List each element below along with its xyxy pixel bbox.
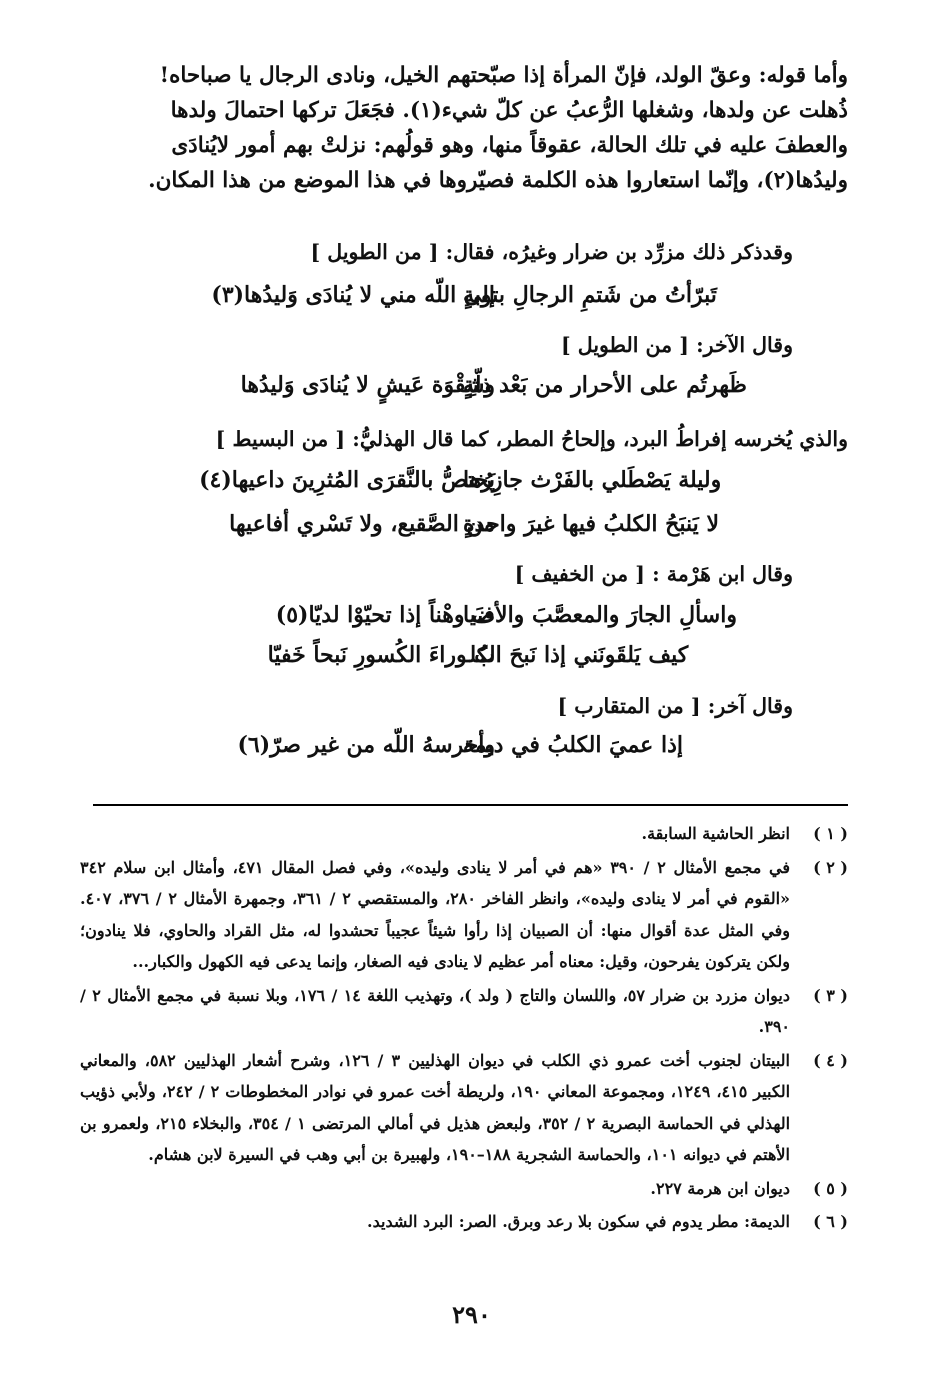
footnote-text: الديمة: مطر يدوم في سكون بلا رعد وبرق. الصر: البرد الشديد.: [367, 1212, 790, 1231]
verse-hemistich-second: فَ وهْناً إذا تحيّوْا لديّا(٥): [275, 602, 495, 628]
footnote-number: ( ٣ ): [813, 985, 848, 1005]
prose-line: ذُهلت عن ولدها، وشغلها الرُّعبُ عن كلّ شيء(١). فجَعَلَ تركها احتمالَ ولدها: [170, 98, 848, 123]
verse-hemistich-first: تَبرّأتُ من شَتمِ الرجالِ بتوبةٍ: [463, 282, 717, 308]
page-number: ٢٩٠: [452, 1300, 491, 1329]
prose-line: والعطفَ عليه في تلك الحالة، عقوقاً منها، وهو قولُهم: نزلتْ بهم أمور لايُنادَى: [171, 133, 848, 158]
footnotes: [80, 818, 848, 1240]
footnote: [80, 852, 848, 978]
footnote-text: ديوان مزرد بن ضرار ٥٧، واللسان والتاج ( ولد )، وتهذيب اللغة ١٤ / ١٧٦، وبلا نسبة في مجمع الأمثال ٢ / ٣٩٠.: [80, 985, 791, 1036]
verse-intro: وقال آخر: [ من المتقارب ]: [557, 694, 793, 718]
verse-line: [95, 467, 848, 507]
prose-line: وأما قوله: وعقّ الولد، فإنّ المرأة إذا صبّحتهم الخيل، ونادى الرجال يا صباحاه!: [159, 63, 848, 88]
footnote-number: ( ٤ ): [813, 1050, 848, 1070]
footnote-number: ( ٥ ): [813, 1178, 848, 1198]
prose-paragraph: [80, 58, 848, 198]
footnote-number: ( ٢ ): [813, 857, 848, 877]
verse-line: [95, 732, 848, 772]
verse-hemistich-second: إلى اللّه مني لا يُنادَى وَليدُها(٣): [211, 282, 495, 308]
footnote: [80, 980, 848, 1043]
footnote: [80, 1045, 848, 1171]
verse-line: [95, 602, 848, 642]
footnote-number: ( ١ ): [813, 824, 848, 843]
footnote: [80, 1173, 848, 1205]
prose-line: وليدُها(٢)، وإنّما استعاروا هذه الكلمة فصيّروها في هذا الموضع من هذا المكان.: [148, 168, 848, 193]
verse-hemistich-first: كيف يَلقَونَني إذا نَبحَ الكلـ: [463, 642, 689, 668]
verse-hemistich-first: ظَهرتُم على الأحرار من بَعْد ذلّةٍ: [463, 372, 747, 398]
footnote: [80, 818, 848, 850]
verse-intro: وقال ابن هَرْمة : [ من الخفيف ]: [514, 562, 793, 586]
footnote-text: البيتان لجنوب أخت عمرو ذي الكلب في ديوان الهذليين ٣ / ١٢٦، وشرح أشعار الهذليين ٥٨٢، والمعاني الكبير ٤١٥، ١٢٤٩، ومجموعة المعاني ١٩٠، ولريطة أخت عمرو في نوادر المخطوطات ٢ / ٢٤٢، ولأبي ذؤيب الهذلي في الحماسة البصرية ٢ / ٣٥٢، ولبعض هذيل في أمالي المرتضى ١ / ٣٥٤، والبخلاء ٢١٥، ولعمرو بن الأهتم في ديوانه ١٠١، والحماسة الشجرية ١٨٨–١٩٠، ولهبيرة بن أبي وهب في السيرة لابن هشام.: [80, 1050, 791, 1164]
verse-line: [95, 511, 848, 551]
verse-hemistich-first: إذا عميَ الكلبُ في ديمة: [463, 732, 683, 758]
verse-hemistich-first: واسألِ الجارَ والمعصَّبَ والأضيا: [463, 602, 737, 628]
footnote-number: ( ٦ ): [813, 1212, 848, 1231]
footnote-text: ديوان ابن هرمة ٢٢٧.: [650, 1178, 790, 1198]
footnote: [80, 1206, 848, 1238]
verse-intro: وقدذكر ذلك مزرِّد بن ضرار وغيرُه، فقال: [ من الطويل ]: [310, 240, 793, 264]
verse-hemistich-second: وأخرسهُ اللّه من غير صرّ(٦): [237, 732, 495, 758]
verse-intro: وقال الآخر: [ من الطويل ]: [560, 333, 793, 357]
verse-hemistich-first: لا يَنبَحُ الكلبُ فيها غيرَ واحدةٍ: [463, 511, 719, 537]
verse-hemistich-second: وشِقْوَة عَيشٍ لا يُنادَى وَليدُها: [240, 372, 495, 398]
verse-hemistich-second: يَختصُّ بالنَّقرَى المُثرِينَ داعيها(٤): [199, 467, 495, 493]
verse-hemistich-second: من الصَّقيع، ولا تَسْري أفاعيها: [229, 511, 495, 537]
verse-line: [95, 642, 848, 682]
verse-intro: والذي يُخرسه إفراطُ البرد، وإلحاحُ المطر، كما قال الهذليُّ: [ من البسيط ]: [215, 427, 848, 451]
verse-line: [95, 282, 848, 322]
footnote-text: انظر الحاشية السابقة.: [641, 824, 790, 843]
verse-hemistich-first: وليلة يَصْطَلي بالفَرْث جازِرُها: [463, 467, 722, 493]
footnote-text: في مجمع الأمثال ٢ / ٣٩٠ «هم في أمر لا ينادى وليده»، وفي فصل المقال ٤٧١، وأمثال ابن سلام ٣٤٢ «القوم في أمر لا ينادى وليده»، وانظر الفاخر ٢٨٠، والمستقصي ٢ / ٣٦١، وجمهرة الأمثال ٢ / ٣٧٦، ٤٠٧. وفي المثل عدة أقوال منها: أن الصبيان إذا رأوا شيئاً عجيباً تحشدوا له، مثل القراد والحاوي، فلا ينادون؛ ولكن يتركون يفرحون، وقيل: معناه أمر عظيم لا ينادى فيه الصغار، وإنما يدعى فيه الكهول والكبار...: [80, 857, 791, 971]
footnote-divider: [93, 804, 848, 806]
verse-line: [95, 372, 848, 412]
verse-hemistich-second: بُ وراءَ الكُسورِ نَبحاً خَفيّا: [267, 642, 495, 668]
